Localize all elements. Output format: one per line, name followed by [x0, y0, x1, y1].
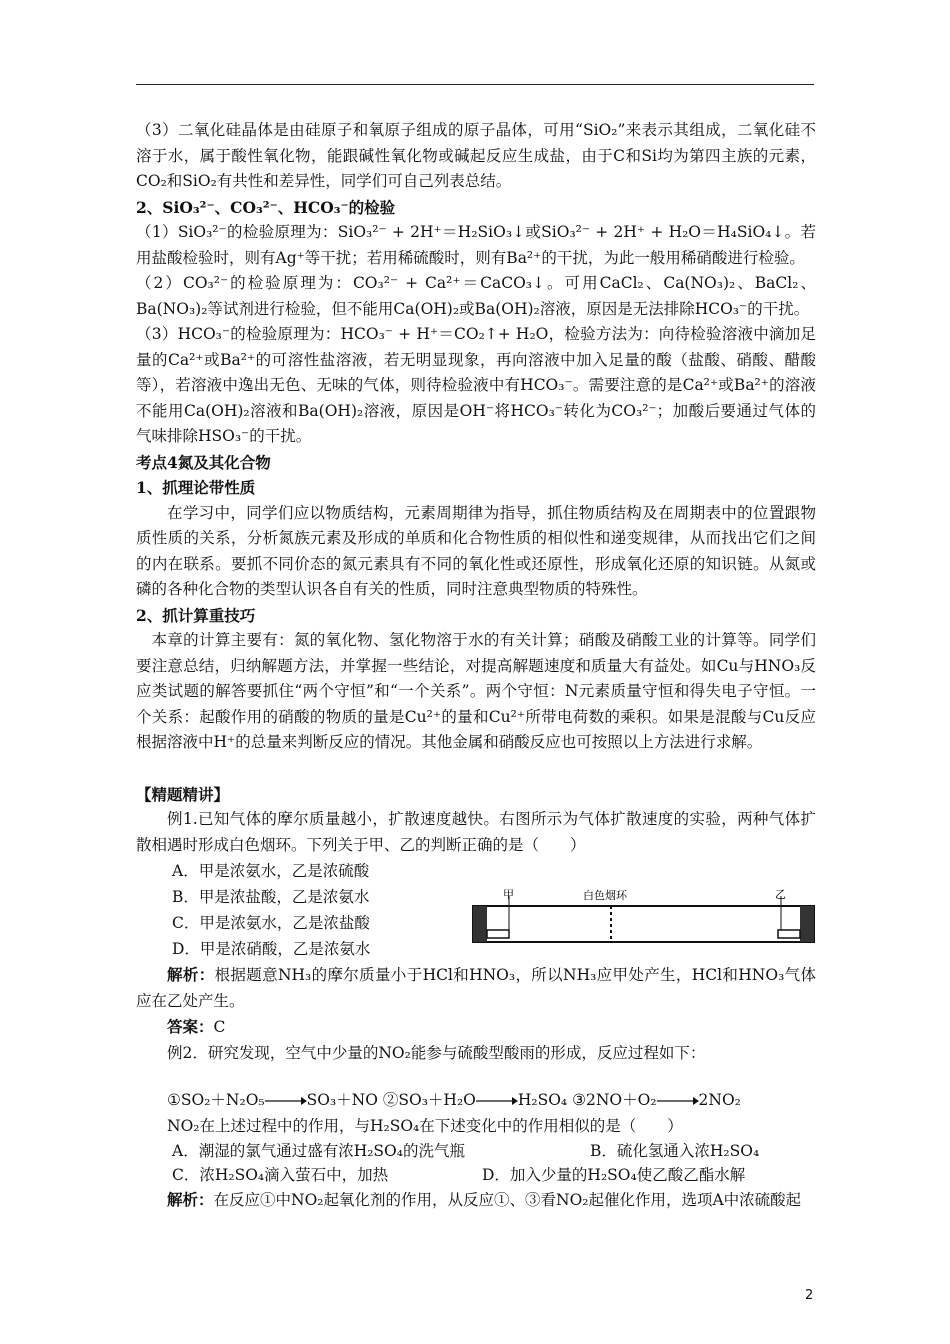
page-number: 2 [805, 1288, 814, 1303]
right-cotton [778, 930, 800, 938]
paragraph-calculation: 本章的计算主要有：氮的氧化物、氢化物溶于水的有关计算；硝酸及硝酸工业的计算等。同学们要注意总结，归纳解题方法，并掌握一些结论，对提高解题速度和质量大有益处。如Cu与HNO₃反应类试题的解答要抓住“两个守恒”和“一个关系”。两个守恒：N元素质量守恒和得失电子守恒。一个关系：起酸作用的硝酸的物质的量是Cu²⁺的量和Cu²⁺所带电荷数的乘积。如果是混酸与Cu反应根据溶液中H⁺的总量来判断反应的情况。其他金属和硝酸反应也可按照以上方法进行求解。 [136, 631, 816, 751]
paragraph-hco3-test: （3）HCO₃⁻的检验原理为：HCO₃⁻ + H⁺＝CO₂↑+ H₂O，检验方法为：向待检验溶液中滴加足量的Ca²⁺或Ba²⁺的可溶性盐溶液，若无明显现象，再向溶液中加入足量的酸（盐酸、硝酸、醋酸等），若溶液中逸出无色、无味的气体，则待检验液中有HCO₃⁻。需要注意的是Ca²⁺或Ba²⁺的溶液不能用Ca(OH)₂溶液和Ba(OH)₂溶液，原因是OH⁻将HCO₃⁻转化为CO₃²⁻；加酸后要通过气体的气味排除HSO₃⁻的干扰。 [136, 325, 816, 445]
diffusion-tube-diagram [471, 886, 816, 948]
paragraph-sio2: （3）二氧化硅晶体是由硅原子和氧原子组成的原子晶体，可用“SiO₂”来表示其组成，二氧化硅不溶于水，属于酸性氧化物，能跟碱性氧化物或碱起反应生成盐，由于C和Si均为第四主族的元素，CO₂和SiO₂有共性和差异性，同学们可自己列表总结。 [136, 121, 816, 190]
example-1-analysis: 解析：根据题意NH₃的摩尔质量小于HCl和HNO₃，所以NH₃应甲处产生，HCl和HNO₃气体应在乙处产生。 [136, 965, 816, 1010]
option-b: B．硫化氢通入浓H₂SO₄ [590, 1142, 760, 1160]
right-plug [800, 906, 814, 942]
example-2-reactions: ①SO₂＋N₂O₅ SO₃＋NO ②SO₃＋H₂O H₂SO₄ ③2NO＋O₂ 2NO₂ [167, 1091, 741, 1109]
example-2-options-cd [136, 1163, 816, 1185]
heading-ion-test: 2、SiO₃²⁻、CO₃²⁻、HCO₃⁻的检验 [136, 197, 396, 217]
left-cotton [487, 930, 509, 938]
example-2-question: 例2．研究发现，空气中少量的NO₂能参与硫酸型酸雨的形成，反应过程如下： [167, 1043, 706, 1062]
label-jia: 甲 [503, 888, 514, 901]
label-smoke-ring: 白色烟环 [583, 889, 627, 902]
example-1-options-row [136, 858, 816, 962]
option-d: D．加入少量的H₂SO₄使乙酸乙酯水解 [482, 1166, 746, 1184]
example-1-question: 例1.已知气体的摩尔质量越小，扩散速度越快。右图所示为气体扩散速度的实验，两种气体扩散相遇时形成白色烟环。下列关于甲、乙的判断正确的是（ ） [136, 810, 816, 854]
paragraph-co3-test: （2）CO₃²⁻的检验原理为：CO₃²⁻ + Ca²⁺＝CaCO₃↓。可用CaCl₂、Ca(NO₃)₂、BaCl₂、Ba(NO₃)₂等试剂进行检验，但不能用Ca(OH)₂或Ba(OH)₂溶液，原因是无法排除HCO₃⁻的干扰。 [136, 274, 816, 318]
heading-calculation: 2、抓计算重技巧 [136, 605, 256, 625]
example-2-options-ab [136, 1139, 816, 1161]
header-rule [136, 84, 814, 85]
label-yi: 乙 [775, 888, 786, 901]
heading-examples: 【精题精讲】 [136, 784, 230, 804]
option-b: B．甲是浓盐酸，乙是浓氨水 [172, 888, 370, 906]
example-2-analysis: 解析：在反应①中NO₂起氧化剂的作用，从反应①、③看NO₂起催化作用，选项A中浓硫酸起 [167, 1190, 802, 1209]
example-1-answer: 答案：C [167, 1017, 226, 1036]
example-2-stem: NO₂在上述过程中的作用，与H₂SO₄在下述变化中的作用相似的是（ ） [167, 1116, 683, 1135]
left-plug [473, 906, 487, 942]
arrow-icon [476, 1096, 518, 1106]
diffusion-figure [471, 886, 816, 952]
arrow-icon [657, 1096, 699, 1106]
option-c: C．甲是浓氨水，乙是浓盐酸 [172, 914, 370, 932]
tube-outline [473, 906, 814, 942]
paragraph-sio3-test: （1）SiO₃²⁻的检验原理为：SiO₃²⁻ + 2H⁺＝H₂SiO₃↓或SiO₃²⁻ + 2H⁺ + H₂O＝H₄SiO₄↓。若用盐酸检验时，则有Ag⁺等干扰；若用稀硫酸时，则有Ba²⁺的干扰，为此一般用稀硝酸进行检验。 [136, 223, 816, 267]
paragraph-theory: 在学习中，同学们应以物质结构，元素周期律为指导，抓住物质结构及在周期表中的位置跟物质性质的关系，分析氮族元素及形成的单质和化合物性质的相似性和递变规律，从而找出它们之间的内在联系。要抓不同价态的氮元素具有不同的氧化性或还原性，形成氧化还原的知识链。从氮或磷的各种化合物的类型认识各自有关的性质，同时注意典型物质的特殊性。 [136, 503, 816, 598]
option-c: C．浓H₂SO₄滴入萤石中，加热 [172, 1166, 389, 1184]
example-1-options [136, 858, 423, 962]
option-a: A．甲是浓氨水，乙是浓硫酸 [172, 862, 370, 880]
option-a: A．潮湿的氯气通过盛有浓H₂SO₄的洗气瓶 [172, 1142, 465, 1160]
heading-theory: 1、抓理论带性质 [136, 478, 256, 497]
heading-nitrogen: 考点4氮及其化合物 [136, 452, 271, 472]
page-content [136, 118, 816, 1214]
arrow-icon [265, 1096, 307, 1106]
option-d: D．甲是浓硝酸，乙是浓氨水 [172, 940, 371, 958]
